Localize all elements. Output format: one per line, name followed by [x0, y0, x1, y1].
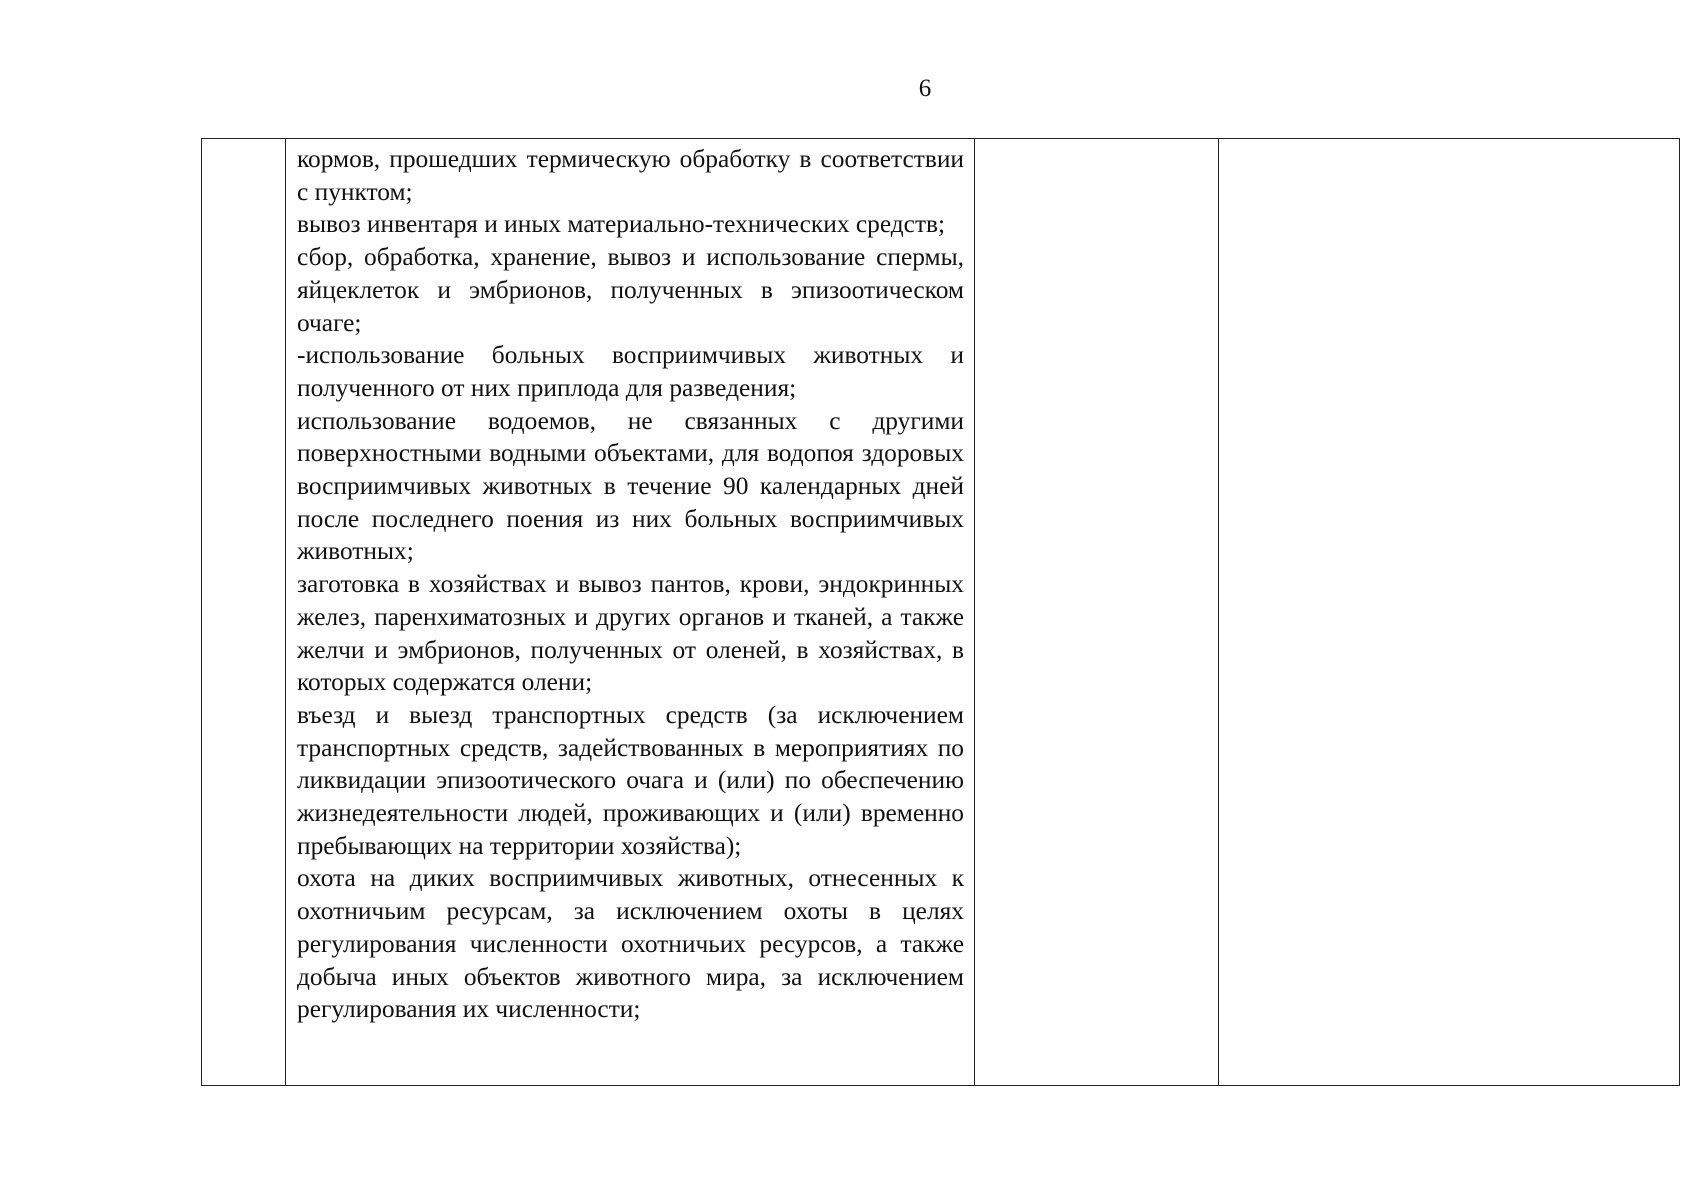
page-number: 6 [918, 75, 932, 102]
table-cell-empty [1219, 139, 1680, 1086]
measure-paragraph: сбор, обработка, хранение, вывоз и использование спермы, яйцеклеток и эмбрионов, полученных в эпизоотическом очаге; [297, 243, 964, 337]
measure-paragraph: использование водоемов, не связанных с другими поверхностными водными объектами, для водопоя здоровых восприимчивых животных в течение 90 календарных дней после последнего поения из них больных восприимчивых животных; [297, 406, 964, 566]
measure-paragraph: въезд и выезд транспортных средств (за исключением транспортных средств, задействованных в мероприятиях по ликвидации эпизоотического очага и (или) по обеспечению жизнедеятельности людей, проживающих и (или) временно пребывающих на территории хозяйства); [297, 700, 964, 860]
measure-paragraph: кормов, прошедших термическую обработку в соответствии с пунктом; [297, 145, 964, 206]
measure-paragraph: охота на диких восприимчивых животных, отнесенных к охотничьим ресурсам, за исключением охоты в целях регулирования численности охотничьих ресурсов, а также добыча иных объектов животного мира, за исключением регулирования их численности; [297, 864, 964, 1024]
table-cell-number [202, 139, 286, 1086]
table-cell-empty [975, 139, 1219, 1086]
measures-table [201, 138, 1680, 1086]
measure-paragraph: заготовка в хозяйствах и вывоз пантов, крови, эндокринных желез, паренхиматозных и других органов и тканей, а также желчи и эмбрионов, полученных от оленей, в хозяйствах, в которых содержатся олени; [297, 570, 964, 697]
table-row [202, 139, 1680, 1086]
measure-paragraph: вывоз инвентаря и иных материально-технических средств; [297, 210, 946, 239]
table-cell-measures [286, 139, 975, 1086]
measure-paragraph: -использование больных восприимчивых животных и полученного от них приплода для разведения; [297, 341, 964, 402]
